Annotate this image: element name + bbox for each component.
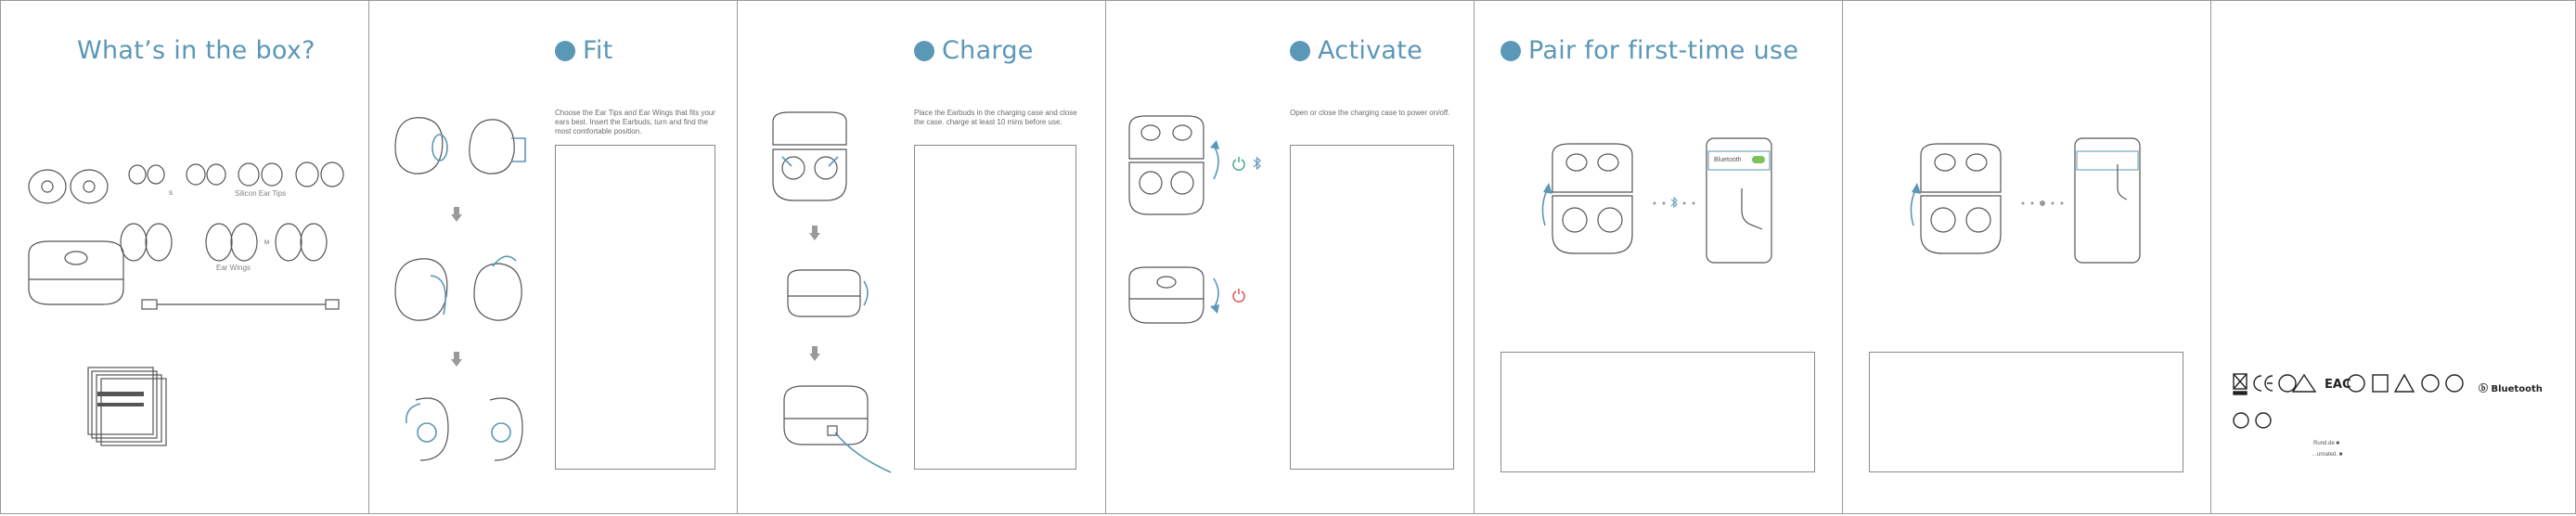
- earbud-wing-illustration: [386, 250, 535, 329]
- placeholder-frame: [1869, 352, 2183, 472]
- panel-title: [555, 36, 613, 65]
- size-separator: S: [169, 191, 174, 197]
- title-text: Fit: [583, 36, 613, 65]
- down-arrow-icon: [809, 226, 820, 240]
- power-on-icon: [1232, 157, 1245, 170]
- placeholder-frame: [1290, 145, 1454, 470]
- bullet-icon: [1501, 41, 1521, 61]
- pairing-signal-icon: [1651, 198, 1697, 209]
- panel-fit: [368, 0, 738, 514]
- bluetooth-brand-text: Bluetooth: [2491, 384, 2543, 394]
- panel-description: Open or close the charging case to power on/off.: [1290, 109, 1450, 117]
- earbud-turn-illustration: [397, 391, 527, 465]
- pairing-signal-icon: [2019, 198, 2066, 209]
- panel-title: What’s in the box?: [77, 36, 316, 65]
- case-open-illustration: [1541, 142, 1643, 263]
- case-closed-illustration: [1125, 265, 1236, 326]
- panel-title: [1290, 36, 1423, 65]
- placeholder-frame: [555, 145, 715, 470]
- bluetooth-setting-label: Bluetooth: [1714, 157, 1742, 163]
- bullet-icon: [555, 41, 575, 61]
- bullet-icon: [914, 41, 934, 61]
- phone-illustration: [1705, 136, 1774, 266]
- panel-description: Place the Earbuds in the charging case and close the case. charge at least 10 mins before use.: [914, 109, 1077, 126]
- case-open-illustration: [1910, 142, 2012, 263]
- bluetooth-icon: [1253, 156, 1262, 171]
- panel-title: [914, 36, 1034, 65]
- down-arrow-icon: [451, 352, 462, 367]
- case-closed-illustration: [782, 268, 875, 319]
- charging-case-illustration: [21, 238, 131, 310]
- bullet-icon: [1290, 41, 1310, 61]
- pair-separator: M: [264, 240, 269, 246]
- placeholder-frame: [914, 145, 1076, 470]
- panel-description: Choose the Ear Tips and Ear Wings that fits your ears best. Insert the Earbuds, turn and find the most comfortable position.: [555, 109, 715, 135]
- earbud-insert-illustration: [386, 110, 535, 185]
- svg-text:EAC: EAC: [2325, 378, 2351, 392]
- ear-tips-label: Silicon Ear Tips: [235, 189, 287, 198]
- down-arrow-icon: [809, 346, 820, 361]
- case-charging-cable-illustration: [779, 381, 900, 474]
- phone-illustration: [2073, 136, 2143, 266]
- manual-booklet-illustration: [86, 368, 179, 451]
- ear-wings-label: Ear Wings: [216, 264, 251, 272]
- footer-line-1: Rund.de ■: [2313, 441, 2339, 446]
- title-text: Pair for first-time use: [1528, 36, 1799, 65]
- title-text: Charge: [942, 36, 1034, 65]
- footer-line-2: …unrated. ■: [2312, 452, 2343, 458]
- panel-activate: [1105, 0, 1475, 514]
- certification-marks-icon: [2232, 372, 2510, 430]
- bluetooth-toggle[interactable]: [1752, 156, 1765, 163]
- case-open-insert-illustration: [766, 112, 854, 205]
- usb-cable-illustration: [140, 296, 344, 315]
- placeholder-frame: [1501, 352, 1815, 472]
- down-arrow-icon: [451, 207, 462, 222]
- panel-pair-reconnect: [1842, 0, 2211, 514]
- title-text: Activate: [1318, 36, 1423, 65]
- panel-certifications: [2210, 0, 2576, 514]
- panel-charge: [737, 0, 1106, 514]
- ear-wings-illustration: [117, 219, 349, 265]
- case-open-illustration: [1125, 114, 1236, 218]
- bluetooth-brand-mark: ⓑ Bluetooth: [2479, 384, 2543, 394]
- power-off-icon: [1232, 289, 1245, 302]
- panel-pair: [1474, 0, 1843, 514]
- earbuds-illustration: [24, 159, 117, 214]
- ear-tips-illustration: [126, 163, 349, 191]
- panel-whats-in-box: [0, 0, 369, 514]
- panel-title: [1501, 36, 1798, 65]
